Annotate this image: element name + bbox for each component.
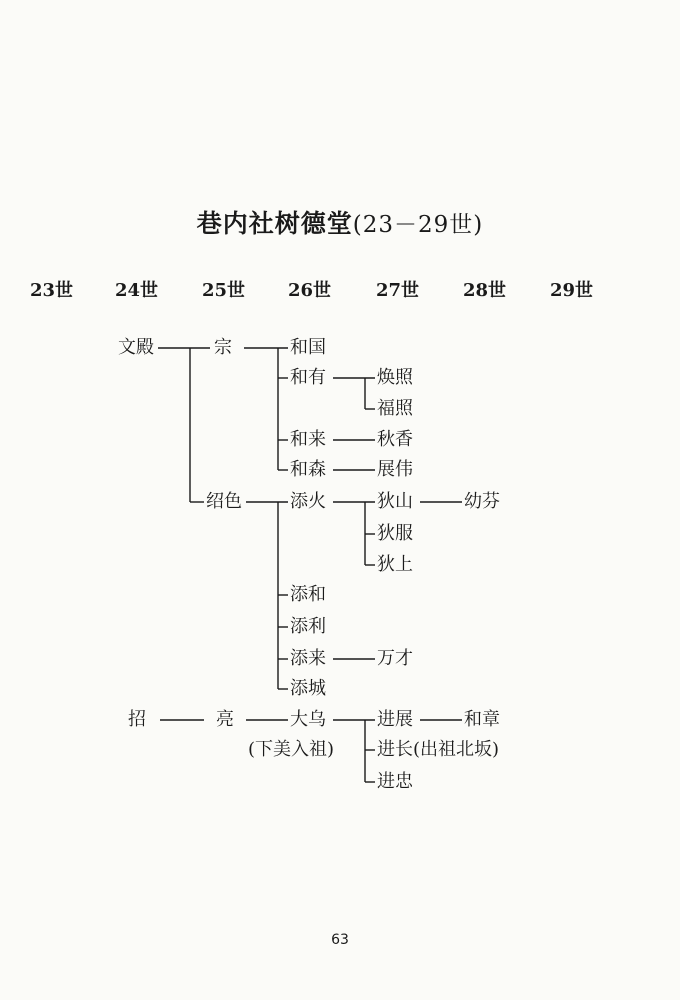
gen-29: 29世 [550,280,594,301]
person-dawu-note: (下美入祖) [248,739,335,760]
person-tianhe: 添和 [290,584,326,605]
person-difu: 狄服 [377,523,413,544]
person-dawu: 大乌 [290,709,326,730]
person-dishan: 狄山 [377,491,413,512]
person-dishang: 狄上 [377,554,413,575]
person-jinzhan: 进展 [377,709,413,730]
person-jinzhong: 进忠 [377,771,413,792]
person-tianlai: 添来 [290,648,326,669]
person-youfen: 幼芬 [464,491,500,512]
title-range: (23－29世) [352,212,484,238]
person-hezhang: 和章 [464,709,500,730]
gen-25: 25世 [202,280,246,301]
person-zong: 宗 [214,337,232,358]
gen-26: 26世 [288,280,332,301]
person-tianli: 添利 [290,616,326,637]
person-wancai: 万才 [377,648,413,669]
person-hesen: 和森 [290,459,326,480]
person-huanzhao: 焕照 [377,367,413,388]
gen-27: 27世 [376,280,420,301]
gen-24: 24世 [115,280,159,301]
person-tiancheng: 添城 [290,678,326,699]
person-heguo: 和国 [290,337,326,358]
person-wendian: 文殿 [118,337,154,358]
person-zhao: 招 [128,709,146,730]
person-zhanwei: 展伟 [377,459,413,480]
gen-23: 23世 [30,280,74,301]
person-qiuxiang: 秋香 [377,429,413,450]
person-jinchang: 进长(出祖北坂) [377,739,500,760]
person-shaose: 绍色 [206,491,242,512]
page-number: 63 [331,932,349,948]
person-fuzhao: 福照 [377,398,413,419]
person-liang: 亮 [216,709,234,730]
title-main: 巷内社树德堂 [196,209,353,238]
gen-28: 28世 [463,280,507,301]
person-heyou: 和有 [290,367,326,388]
person-helai: 和来 [290,429,326,450]
person-tianhuo: 添火 [290,491,326,512]
